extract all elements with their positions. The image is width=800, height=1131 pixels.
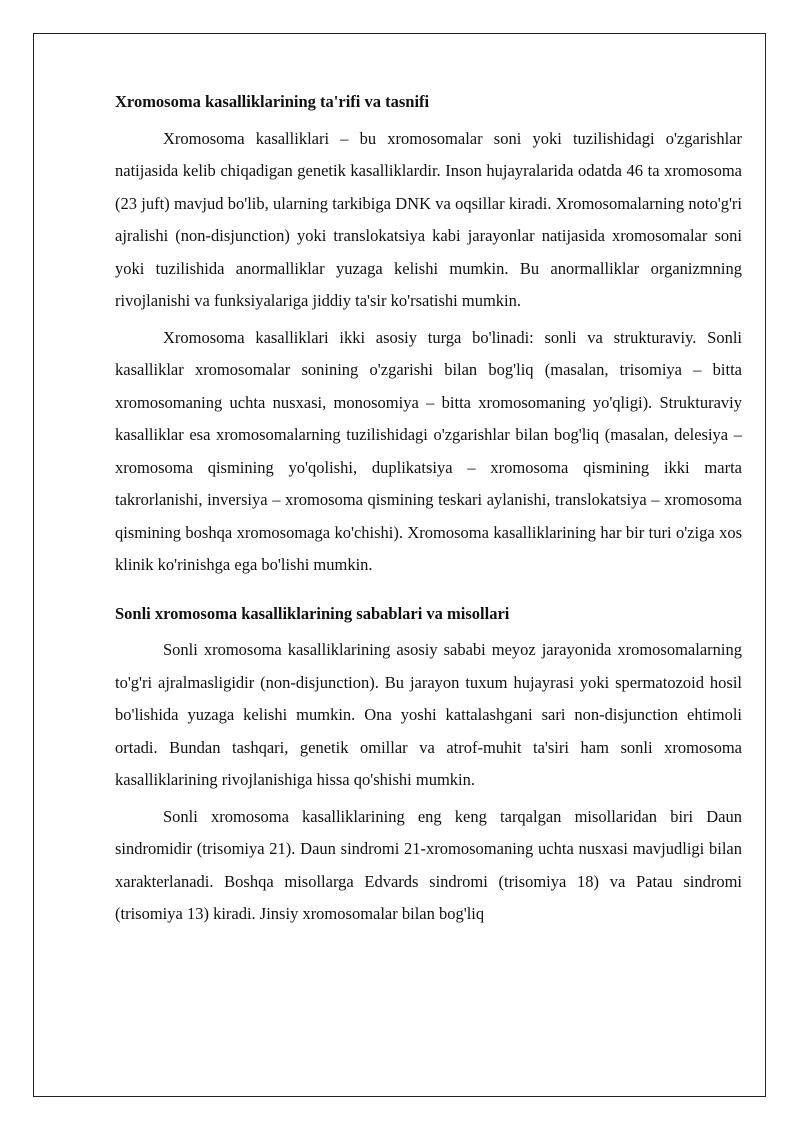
document-body xyxy=(115,86,742,935)
section-heading-definition: Xromosoma kasalliklarining ta'rifi va tasnifi xyxy=(115,92,430,111)
paragraph-definition-1: Xromosoma kasalliklari – bu xromosomalar soni yoki tuzilishidagi o'zgarishlar natijasida kelib chiqadigan genetik kasalliklardir. Inson hujayralarida odatda 46 ta xromosoma (23 juft) mavjud bo'lib, ularning tarkibiga DNK va oqsillar kiradi. Xromosomalarning noto'g'ri ajralishi (non-disjunction) yoki translokatsiya kabi jarayonlar natijasida xromosomalar soni yoki tuzilishida anormalliklar yuzaga kelishi mumkin. Bu anormalliklar organizmning rivojlanishi va funksiyalariga jiddiy ta'sir ko'rsatishi mumkin. xyxy=(115,128,742,310)
paragraph-numerical-2: Sonli xromosoma kasalliklarining eng keng tarqalgan misollaridan biri Daun sindromidir (trisomiya 21). Daun sindromi 21-xromosomaning uchta nusxasi mavjudligi bilan xarakterlanadi. Boshqa misollarga Edvards sindromi (trisomiya 18) va Patau sindromi (trisomiya 13) kiradi. Jinsiy xromosomalar bilan bog'liq xyxy=(115,806,742,923)
paragraph-numerical-1: Sonli xromosoma kasalliklarining asosiy sababi meyoz jarayonida xromosomalarning to'g'ri ajralmasligidir (non-disjunction). Bu jarayon tuxum hujayrasi yoki spermatozoid hosil bo'lishida yuzaga kelishi mumkin. Ona yoshi kattalashgani sari non-disjunction ehtimoli ortadi. Bundan tashqari, genetik omillar va atrof-muhit ta'siri ham sonli xromosoma kasalliklarining rivojlanishiga hissa qo'shishi mumkin. xyxy=(115,640,742,789)
paragraph-definition-2: Xromosoma kasalliklari ikki asosiy turga bo'linadi: sonli va strukturaviy. Sonli kasalliklar xromosomalar sonining o'zgarishi bilan bog'liq (masalan, trisomiya – bitta xromosomaning uchta nusxasi, monosomiya – bitta xromosomaning yo'qligi). Strukturaviy kasalliklar esa xromosomalarning tuzilishidagi o'zgarishlar bilan bog'liq (masalan, delesiya – xromosoma qismining yo'qolishi, duplikatsiya – xromosoma qismining ikki marta takrorlanishi, inversiya – xromosoma qismining teskari aylanishi, translokatsiya – xromosoma qismining boshqa xromosomaga ko'chishi). Xromosoma kasalliklarining har bir turi o'ziga xos klinik ko'rinishga ega bo'lishi mumkin. xyxy=(115,327,742,574)
section-heading-numerical: Sonli xromosoma kasalliklarining sabablari va misollari xyxy=(115,603,510,623)
section-spacer xyxy=(115,586,742,598)
